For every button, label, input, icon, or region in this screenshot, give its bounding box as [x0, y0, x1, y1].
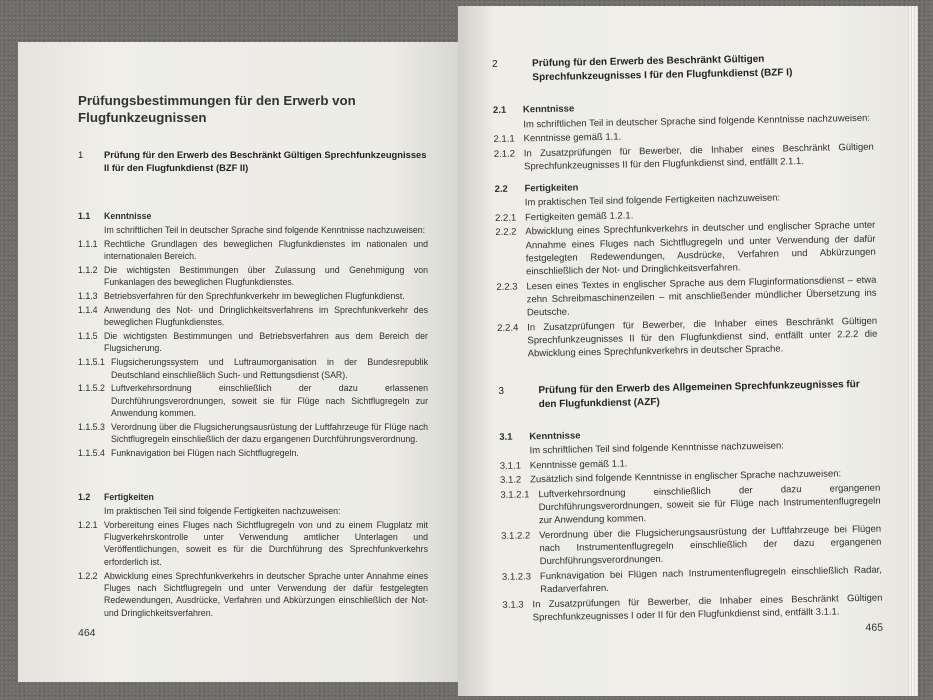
item-number: 3.1.1 — [499, 460, 522, 472]
list-item — [502, 591, 882, 625]
item-number: 1.1.4 — [78, 304, 98, 315]
section-intro: Im schriftlichen Teil in deutscher Sprache sind folgende Kenntnisse nachzuweisen: — [104, 224, 426, 235]
list-item — [495, 219, 876, 279]
section-1-1 — [78, 210, 428, 460]
item-text: Abwicklung eines Sprechfunkverkehrs in deutscher und englischer Sprache unter Annahme eines Fluges nach Sichtflugregeln und unter Verwendung der dafür festgelegten Redewendungen, Ausdrücke, Verfahren und Abkürzungen einschließlich der Not- und Dringlichkeitsverfahren. — [525, 220, 876, 278]
list-item — [78, 290, 428, 302]
item-number: 2.1.1 — [493, 133, 515, 146]
chapter-title: Prüfung für den Erwerb des Beschränkt Gültigen Sprechfunkzeugnisses I für den Flugfunkdienst (BZF I) — [532, 53, 793, 84]
chapter-heading — [78, 148, 428, 174]
item-text: Verordnung über die Flugsicherungsausrüstung der Luftfahrzeuge bei Flügen nach Instrumentenflugregeln einschließlich der dazu ergangenen Durchführungsverordnungen. — [539, 523, 882, 568]
item-number: 3.1.2 — [500, 474, 522, 487]
item-number: 1.1.5.2 — [78, 383, 105, 394]
item-number: 1.1.2 — [78, 264, 98, 275]
item-text: In Zusatzprüfungen für Bewerber, die Inhaber eines Beschränkt Gültigen Sprechfunkzeugnisses I oder II für den Flugfunkdienst sind, entfällt 3.1.1. — [532, 592, 883, 624]
item-text: Vorbereitung eines Fluges nach Sichtflugregeln von und zu einem Flugplatz mit Flugverkehrskontrolle unter Verwendung amtlicher Unterlagen und Veröffentlichungen, soweit es für die Durchführung des Sprechfunkverkehrs erforderlich ist. — [104, 519, 428, 567]
section-title: Kenntnisse — [529, 429, 581, 442]
item-number: 2.2.2 — [495, 226, 517, 239]
section-2-2 — [494, 175, 877, 361]
item-text: In Zusatzprüfungen für Bewerber, die Inhaber eines Beschränkt Gültigen Sprechfunkzeugnisses II für den Flugfunkdienst sind, entfällt 2.1.1. — [523, 141, 874, 173]
item-number: 3.1.3 — [502, 599, 524, 611]
section-3-1 — [499, 423, 883, 625]
chapter-title: Prüfung für den Erwerb des Beschränkt Gültigen Sprechfunkzeugnisses II für den Flugfunkdienst (BZF II) — [104, 149, 427, 173]
item-text: Zusätzlich sind folgende Kenntnisse in englischer Sprache nachzuweisen: — [530, 468, 842, 486]
right-page-content — [492, 51, 883, 642]
section-intro: Im praktischen Teil sind folgende Fertigkeiten nachzuweisen: — [104, 505, 341, 516]
item-text: Luftverkehrsordnung einschließlich der dazu ergangenen Durchführungsverordnungen, soweit sie für Flüge nach Instrumentenflugregeln zur Anwendung kommen. — [538, 482, 881, 527]
chapter-number: 1 — [78, 149, 84, 160]
item-number: 2.2.4 — [497, 322, 519, 334]
list-item — [78, 330, 428, 355]
left-sections — [78, 174, 428, 619]
item-text: Kenntnisse gemäß 1.1. — [523, 131, 622, 145]
section-heading — [78, 210, 428, 222]
left-page — [18, 42, 458, 682]
section-title: Fertigkeiten — [524, 181, 579, 194]
list-item — [78, 421, 428, 446]
item-text: Rechtliche Grundlagen des beweglichen Flugfunkdienstes im nationalen und internationalen Bereich. — [104, 238, 428, 261]
list-item — [78, 356, 428, 381]
item-text: Fertigkeiten gemäß 1.2.1. — [524, 210, 634, 224]
item-text: Luftverkehrsordnung einschließlich der dazu erlassenen Durchführungsverordnungen, soweit sie für Flüge nach Sichtflugregeln zur Anwendung kommen. — [111, 383, 428, 419]
item-number: 3.1.2.1 — [500, 489, 530, 501]
list-item — [78, 570, 428, 620]
item-number: 2.1.2 — [493, 148, 516, 160]
page-title: Prüfungsbestimmungen für den Erwerb von Flugfunkzeugnissen — [78, 93, 356, 125]
list-item — [496, 273, 877, 320]
item-number: 3.1.2.3 — [501, 571, 532, 583]
item-text: Kenntnisse gemäß 1.1. — [529, 458, 628, 472]
spacer — [78, 461, 428, 491]
item-number: 1.2.2 — [78, 570, 98, 581]
item-number: 1.1.5 — [78, 331, 98, 341]
section-2-1 — [493, 97, 874, 174]
left-page-content — [78, 92, 428, 640]
item-number: 1.1.1 — [78, 238, 98, 249]
section-title: Kenntnisse — [522, 103, 575, 116]
item-number: 1.1.3 — [78, 291, 98, 301]
list-item — [500, 482, 881, 529]
item-text: In Zusatzprüfungen für Bewerber, die Inhaber eines Beschränkt Gültigen Sprechfunkzeugnisses II für den Flugfunkdienst sind, entfällt unter 2.2.2 die Abwicklung eines Sprechfunkverkehrs in deutscher Sprache. — [527, 315, 878, 360]
section-number: 2.2 — [494, 183, 508, 195]
section-heading — [78, 491, 428, 503]
list-item — [78, 264, 428, 289]
page-edges — [908, 6, 918, 696]
item-text: Verordnung über die Flugsicherungsausrüstung der Luftfahrzeuge für Flüge nach Sichtflugregeln einschließlich der dazu ergangenen Durchführungsverordnung. — [111, 422, 428, 445]
item-text: Funknavigation bei Flügen nach Sichtflugregeln. — [111, 448, 299, 459]
item-text: Lesen eines Textes in englischer Sprache aus dem Fluginformationsdienst – etwa zehn Schreibmaschinenzeilen – mit anschließender mündlicher Übersetzung ins Deutsche. — [526, 274, 877, 319]
item-number: 3.1.2.2 — [501, 530, 531, 542]
right-sections — [492, 51, 883, 625]
item-text: Abwicklung eines Sprechfunkverkehrs in deutscher Sprache unter Annahme eines Fluges nach Sichtflugregeln und unter Verwendung der dafür festgelegten Redewendungen, Ausdrücke, Verfahren und Abkürzungen einschließlich der Not- und Dringlichkeitsverfahren. — [104, 570, 428, 618]
list-item — [78, 238, 428, 263]
section-number: 2.1 — [492, 104, 507, 116]
item-text: Funknavigation bei Flügen nach Instrumentenflugregeln einschließlich Radar, Radarverfahren. — [539, 564, 883, 596]
item-text: Die wichtigsten Bestimmungen über Zulassung und Genehmigung von Funkanlagen des beweglichen Flugfunkdienstes. — [104, 264, 428, 288]
item-number: 1.1.5.3 — [78, 422, 105, 433]
chapter-number: 3 — [498, 385, 505, 397]
right-page — [458, 6, 918, 696]
item-number: 1.1.5.1 — [78, 357, 105, 368]
section-number: 1.2 — [78, 492, 91, 503]
list-item — [497, 314, 878, 361]
item-number: 2.2.3 — [496, 281, 518, 293]
list-item — [501, 523, 882, 570]
spacer — [78, 174, 428, 210]
section-title: Fertigkeiten — [104, 492, 154, 503]
section-1-2 — [78, 491, 428, 619]
chapter-title: Prüfung für den Erwerb des Allgemeinen Sprechfunkzeugnisses für den Flugfunkdienst (AZF) — [538, 378, 860, 410]
item-text: Die wichtigsten Bestimmungen und Betriebsverfahren aus dem Bereich der Flugsicherung. — [104, 331, 428, 354]
item-text: Betriebsverfahren für den Sprechfunkverkehr im beweglichen Flugfunkdienst. — [104, 291, 405, 301]
list-item — [78, 304, 428, 329]
item-number: 2.2.1 — [494, 212, 517, 224]
section-intro: Im schriftlichen Teil in deutscher Sprache sind folgende Kenntnisse nachzuweisen: — [523, 112, 871, 131]
page-number: 465 — [865, 621, 884, 635]
item-text: Flugsicherungssystem und Luftraumorganisation in der Bundesrepublik Deutschland einschließlich Such- und Rettungsdienst (SAR). — [111, 357, 428, 380]
section-intro: Im praktischen Teil sind folgende Fertigkeiten nachzuweisen: — [524, 192, 781, 209]
chapter-number: 2 — [492, 58, 498, 70]
section-title: Kenntnisse — [104, 211, 152, 221]
item-number: 1.1.5.4 — [78, 448, 105, 459]
list-item — [78, 447, 428, 459]
page-number: 464 — [78, 627, 96, 640]
list-item — [78, 382, 428, 419]
section-number: 1.1 — [78, 211, 91, 221]
section-intro: Im schriftlichen Teil sind folgende Kenntnisse nachzuweisen: — [529, 440, 784, 457]
item-number: 1.2.1 — [78, 519, 98, 530]
item-text: Anwendung des Not- und Dringlichkeitsverfahrens im Sprechfunkverkehr des beweglichen Flugfunkdienstes. — [104, 304, 428, 328]
section-number: 3.1 — [499, 431, 513, 443]
list-item — [78, 519, 428, 569]
